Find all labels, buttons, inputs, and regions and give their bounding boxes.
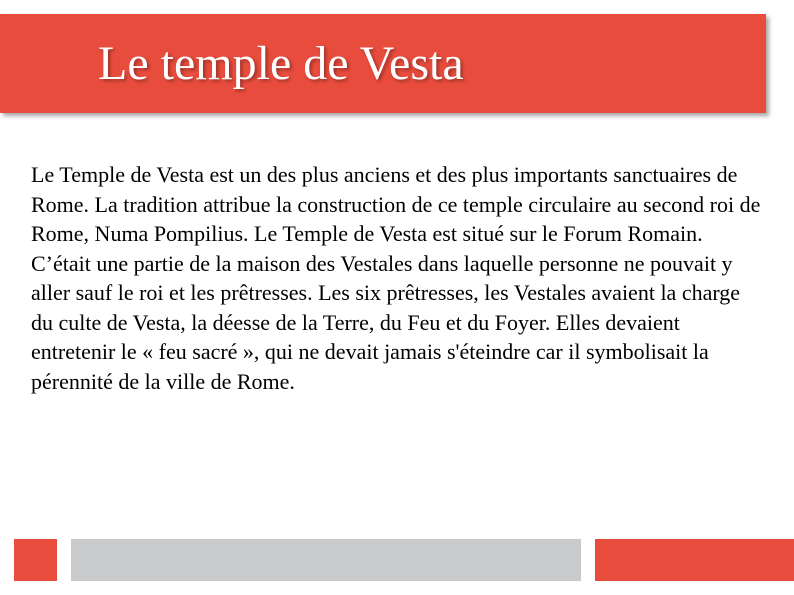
- slide-body-text: Le Temple de Vesta est un des plus anciens et des plus importants sanctuaires de Rome. La tradition attribue la construction de ce temple circulaire au second roi de Rome, Numa Pompilius. Le Temple de Vesta est situé sur le Forum Romain. C’était une partie de la maison des Vestales dans laquelle personne ne pouvait y aller sauf le roi et les prêtresses. Les six prêtresses, les Vestales avaient la charge du culte de Vesta, la déesse de la Terre, du Feu et du Foyer. Elles devaient entretenir le « feu sacré », qui ne devait jamais s'éteindre car il symbolisait la pérennité de la ville de Rome.: [31, 162, 761, 394]
- footer-gray-bar: [71, 539, 581, 581]
- slide-title: Le temple de Vesta: [98, 37, 464, 90]
- footer-accent-block-right: [595, 539, 794, 581]
- footer-accent-square-left: [14, 539, 57, 581]
- title-banner: [0, 14, 766, 113]
